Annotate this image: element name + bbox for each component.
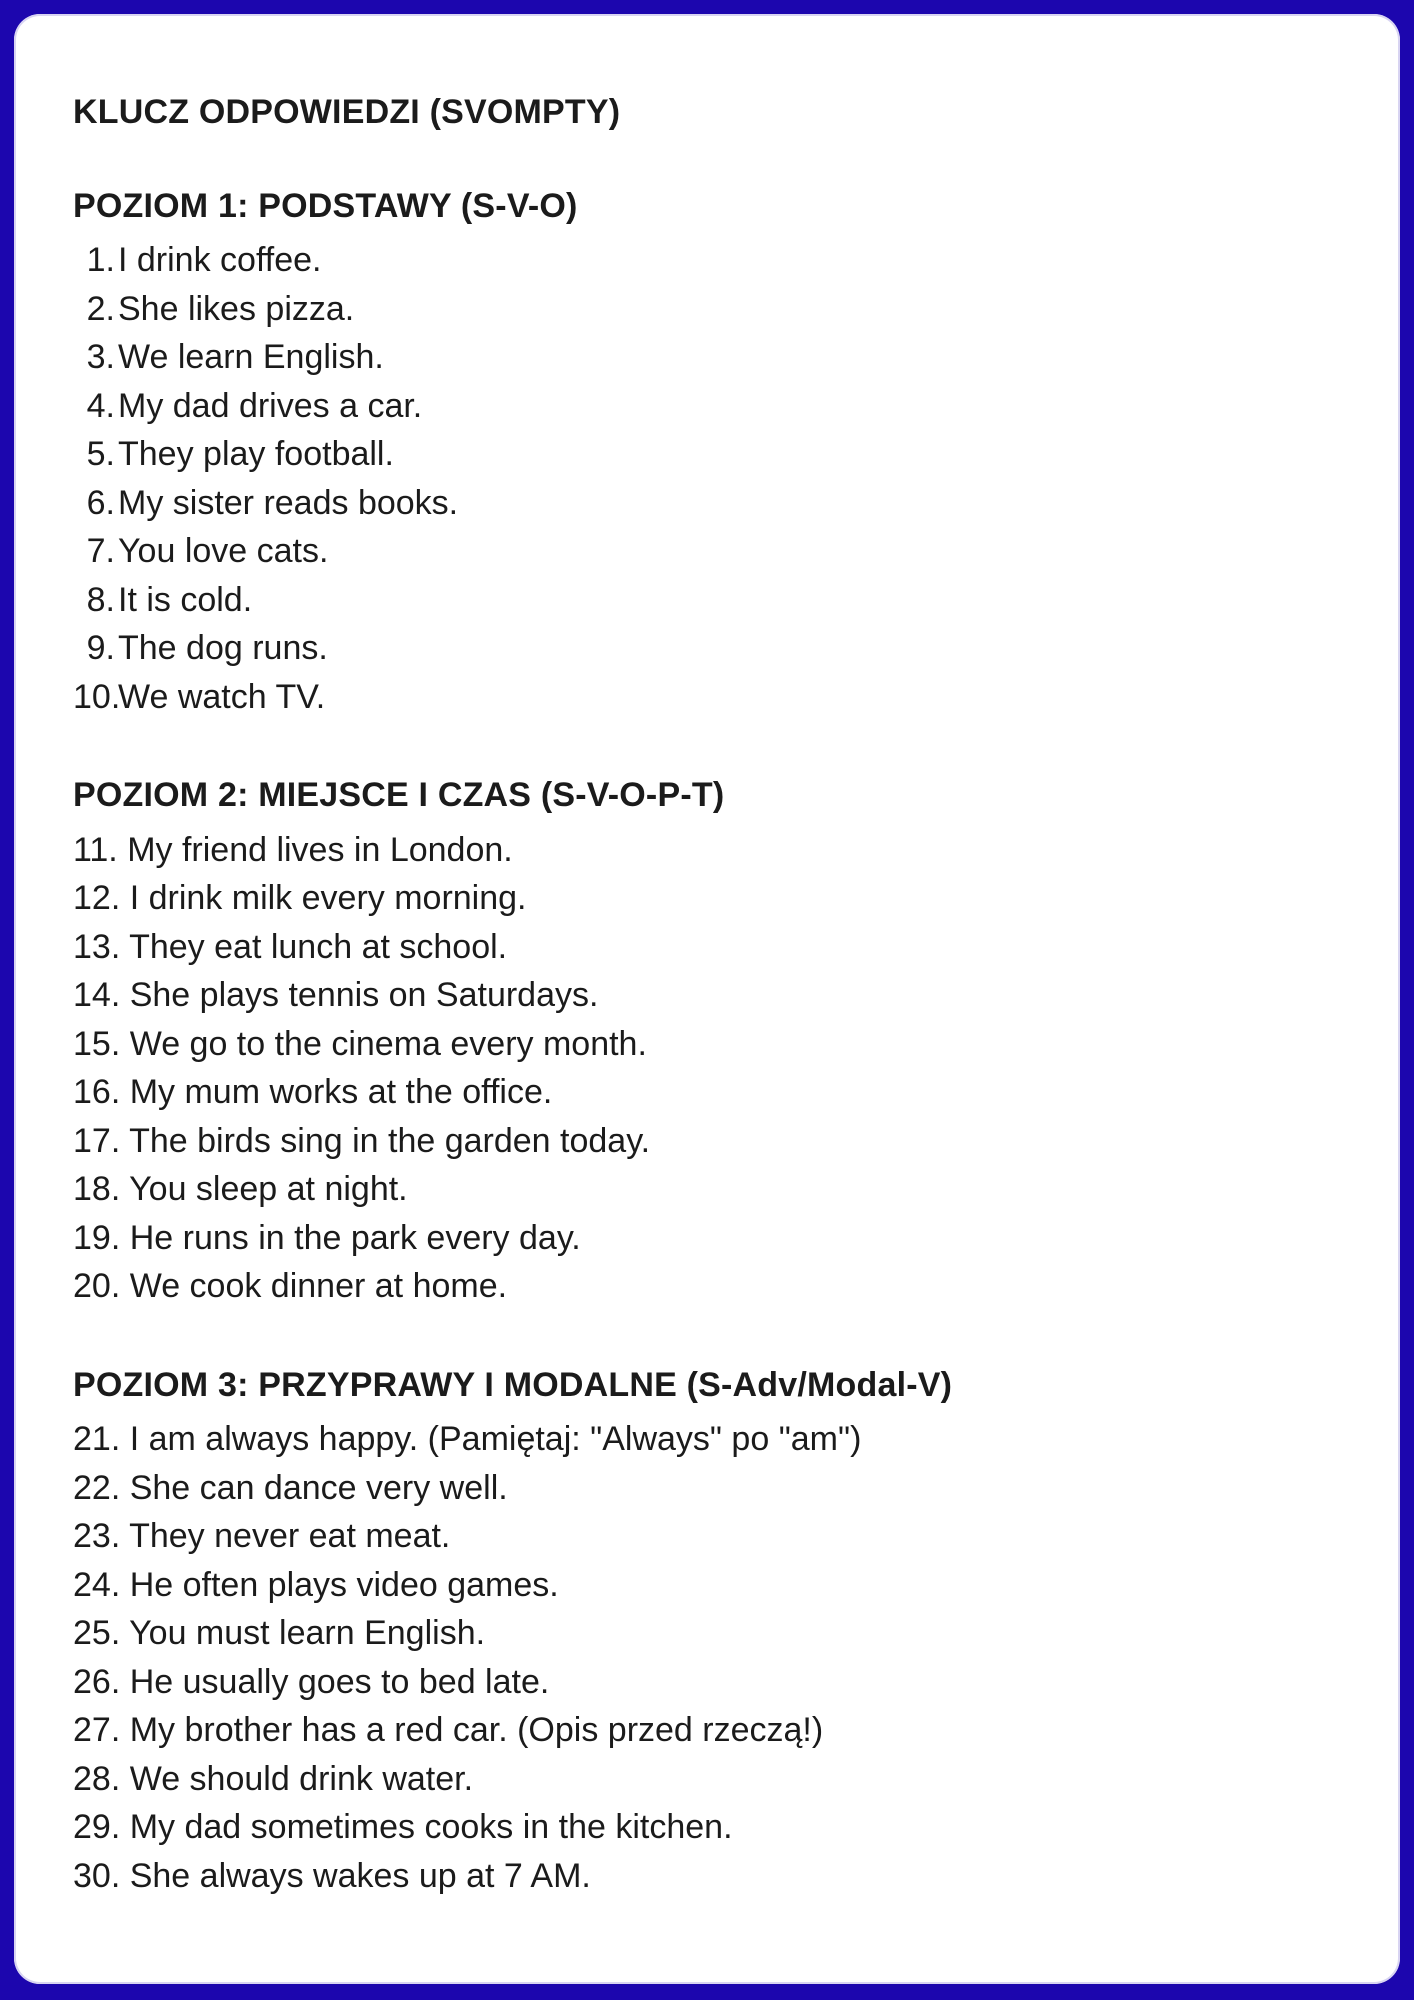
answer-item: 30. She always wakes up at 7 AM. <box>73 1856 591 1895</box>
page-title: KLUCZ ODPOWIEDZI (SVOMPTY) <box>73 93 621 131</box>
answer-item: 12. I drink milk every morning. <box>73 879 527 917</box>
section-heading: POZIOM 1: PODSTAWY (S-V-O) <box>73 186 578 225</box>
answer-item: 26. He usually goes to bed late. <box>73 1662 550 1701</box>
answer-item: 20. We cook dinner at home. <box>73 1267 508 1305</box>
answer-item: 18. You sleep at night. <box>73 1170 408 1208</box>
section-heading: POZIOM 3: PRZYPRAWY I MODALNE (S-Adv/Modal-V) <box>73 1365 953 1404</box>
answer-item: 14. She plays tennis on Saturdays. <box>73 976 599 1014</box>
answer-item: It is cold. <box>118 580 253 619</box>
answers-ordered-list <box>73 236 1360 721</box>
answer-item: 24. He often plays video games. <box>73 1565 559 1604</box>
section-heading: POZIOM 2: MIEJSCE I CZAS (S-V-O-P-T) <box>73 776 725 814</box>
answer-item: 25. You must learn English. <box>73 1614 486 1652</box>
answer-item: My dad drives a car. <box>118 386 423 425</box>
sections <box>73 182 1360 1901</box>
answer-item: I drink coffee. <box>118 241 322 279</box>
answer-item: 27. My brother has a red car. (Opis przed rzeczą!) <box>73 1711 824 1749</box>
answer-item: We learn English. <box>118 338 384 376</box>
answer-item: 13. They eat lunch at school. <box>73 927 508 966</box>
answer-section-2 <box>73 771 1360 1311</box>
answer-item: The dog runs. <box>118 629 328 667</box>
answer-item: She likes pizza. <box>118 289 355 328</box>
answer-item: They play football. <box>118 435 394 473</box>
answer-item: 17. The birds sing in the garden today. <box>73 1121 651 1160</box>
answer-item: 22. She can dance very well. <box>73 1468 508 1507</box>
answer-section-1 <box>73 182 1360 722</box>
answer-item: 23. They never eat meat. <box>73 1517 451 1555</box>
answer-item: 16. My mum works at the office. <box>73 1073 553 1111</box>
answer-item: 15. We go to the cinema every month. <box>73 1024 647 1063</box>
answer-key-card <box>14 14 1400 1984</box>
answer-item: 11. My friend lives in London. <box>73 830 513 869</box>
answer-item: 28. We should drink water. <box>73 1759 474 1798</box>
answer-item: My sister reads books. <box>118 483 459 522</box>
answer-item: 21. I am always happy. (Pamiętaj: "Always" po "am") <box>73 1420 862 1458</box>
answer-item: You love cats. <box>118 532 329 570</box>
answer-item: We watch TV. <box>118 677 326 716</box>
answer-section-3 <box>73 1361 1360 1901</box>
answer-item: 29. My dad sometimes cooks in the kitchen. <box>73 1808 733 1846</box>
answer-item: 19. He runs in the park every day. <box>73 1218 581 1257</box>
